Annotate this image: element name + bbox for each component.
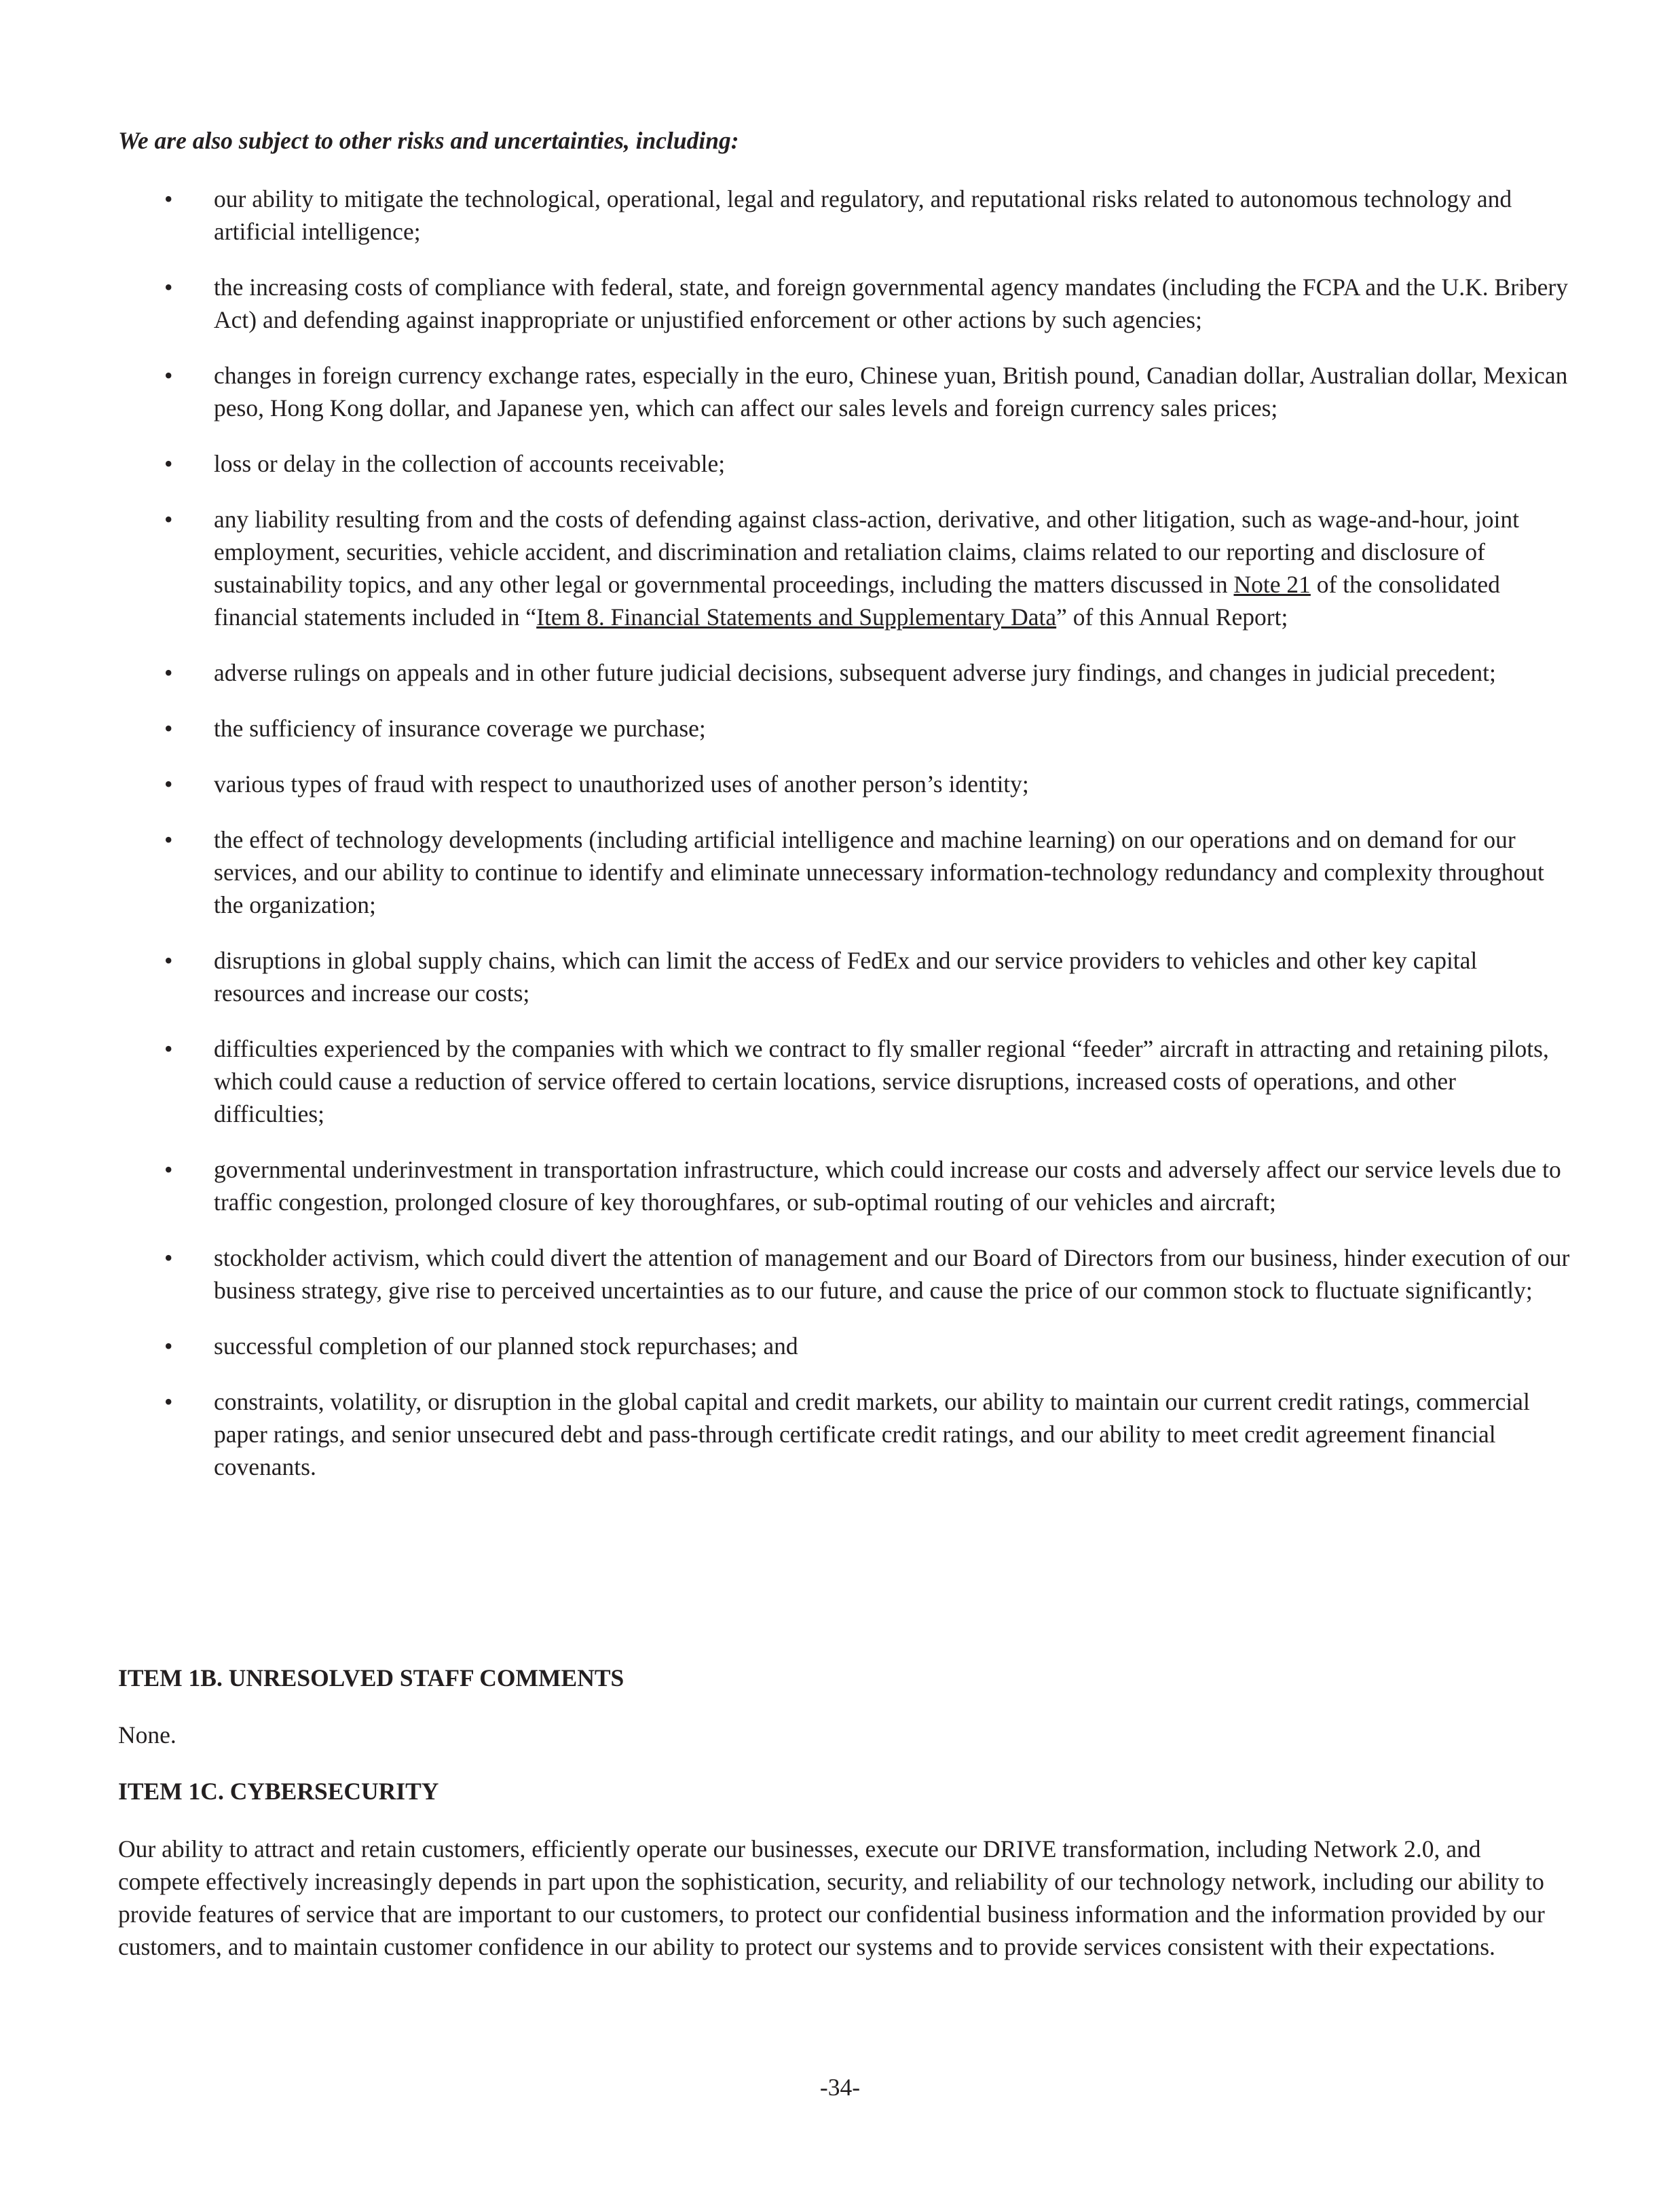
list-item-text: any liability resulting from and the costs of defending against class-action, derivative, and other litigation, such as wage-and-hour, joint employment, securities, vehicle accident, and discrimination and retaliation claims, claims related to our reporting and disclosure of sustainability topics, and any other legal or governmental proceedings, including the matters discussed in — [214, 506, 1519, 598]
list-item-text: stockholder activism, which could divert the attention of management and our Board of Directors from our business, hinder execution of our business strategy, give rise to perceived uncertainties as to our future, and cause the price of our common stock to fluctuate significantly; — [214, 1244, 1570, 1304]
note-21-link[interactable]: Note 21 — [1233, 571, 1311, 598]
bullet: • — [164, 947, 173, 974]
list-item — [0, 359, 1571, 424]
item-1b-heading: ITEM 1B. UNRESOLVED STAFF COMMENTS — [118, 1664, 624, 1691]
list-item — [0, 1032, 1571, 1130]
bullet: • — [164, 274, 173, 301]
list-item-text: ” of this Annual Report; — [1056, 603, 1288, 631]
list-item-text: loss or delay in the collection of accounts receivable; — [214, 450, 726, 477]
list-item-text: of the consolidated financial statements included in “ — [214, 571, 1500, 631]
list-item — [0, 768, 1571, 800]
list-item-text: the increasing costs of compliance with federal, state, and foreign governmental agency mandates (including the FCPA and the U.K. Bribery Act) and defending against inappropriate or unjustified enforcement or other actions by such agencies; — [214, 274, 1569, 333]
bullet: • — [164, 450, 173, 477]
list-item-text: our ability to mitigate the technological, operational, legal and regulatory, and reputational risks related to autonomous technology and artificial intelligence; — [214, 185, 1512, 245]
list-item — [0, 712, 1571, 745]
bullet: • — [164, 1332, 173, 1360]
list-item-text: the sufficiency of insurance coverage we purchase; — [214, 715, 706, 742]
list-item — [0, 503, 1571, 633]
list-item — [0, 271, 1571, 336]
list-item-text: difficulties experienced by the companies with which we contract to fly smaller regional “feeder” aircraft in attracting and retaining pilots, which could cause a reduction of service offered to certain locations, service disruptions, increased costs of operations, and other difficulties; — [214, 1035, 1549, 1127]
bullet: • — [164, 1388, 173, 1415]
list-item-text: successful completion of our planned stock repurchases; and — [214, 1332, 798, 1360]
risks-intro: We are also subject to other risks and uncertainties, including: — [118, 127, 739, 154]
item-1b-body: None. — [118, 1721, 176, 1748]
item-1c-body: Our ability to attract and retain customers, efficiently operate our businesses, execute our DRIVE transformation, including Network 2.0, and compete effectively increasingly depends in part upon the sophistication, security, and reliability of our technology network, including our ability to provide features of service that are important to our customers, to protect our confidential business information and the information provided by our customers, and to maintain customer confidence in our ability to protect our systems and to provide services consistent with their expectations. — [118, 1835, 1545, 1960]
bullet: • — [164, 715, 173, 742]
list-item-text: various types of fraud with respect to unauthorized uses of another person’s identity; — [214, 770, 1029, 798]
list-item — [0, 1330, 1571, 1362]
bullet: • — [164, 770, 173, 798]
list-item-text: constraints, volatility, or disruption in the global capital and credit markets, our ability to maintain our current credit ratings, commercial paper ratings, and senior unsecured debt and pass-through certificate credit ratings, and our ability to meet credit agreement financial covenants. — [214, 1388, 1530, 1480]
list-item — [0, 823, 1571, 921]
bullet: • — [164, 362, 173, 389]
risk-list — [0, 183, 1680, 1506]
page-number: -34- — [819, 2074, 861, 2101]
list-item-text: governmental underinvestment in transportation infrastructure, which could increase our costs and adversely affect our service levels due to traffic congestion, prolonged closure of key thoroughfares, or sub-optimal routing of our vehicles and aircraft; — [214, 1156, 1561, 1216]
item-8-link[interactable]: Item 8. Financial Statements and Supplementary Data — [536, 603, 1057, 631]
list-item-text: disruptions in global supply chains, which can limit the access of FedEx and our service providers to vehicles and other key capital resources and increase our costs; — [214, 947, 1478, 1007]
bullet: • — [164, 185, 173, 212]
list-item-text: adverse rulings on appeals and in other future judicial decisions, subsequent adverse jury findings, and changes in judicial precedent; — [214, 659, 1496, 686]
bullet: • — [164, 1244, 173, 1271]
item-1c-heading: ITEM 1C. CYBERSECURITY — [118, 1778, 439, 1805]
list-item-text: changes in foreign currency exchange rates, especially in the euro, Chinese yuan, British pound, Canadian dollar, Australian dollar, Mexican peso, Hong Kong dollar, and Japanese yen, which can affect our sales levels and foreign currency sales prices; — [214, 362, 1568, 422]
list-item — [0, 447, 1571, 480]
list-item-text: the effect of technology developments (including artificial intelligence and machine learning) on our operations and on demand for our services, and our ability to continue to identify and eliminate unnecessary information-technology redundancy and complexity throughout the organization; — [214, 826, 1544, 918]
bullet: • — [164, 1156, 173, 1183]
bullet: • — [164, 1035, 173, 1062]
list-item — [0, 656, 1571, 689]
list-item — [0, 1153, 1571, 1218]
list-item — [0, 183, 1571, 248]
bullet: • — [164, 506, 173, 533]
list-item — [0, 944, 1571, 1009]
bullet: • — [164, 659, 173, 686]
list-item — [0, 1385, 1571, 1483]
list-item — [0, 1241, 1571, 1307]
bullet: • — [164, 826, 173, 853]
